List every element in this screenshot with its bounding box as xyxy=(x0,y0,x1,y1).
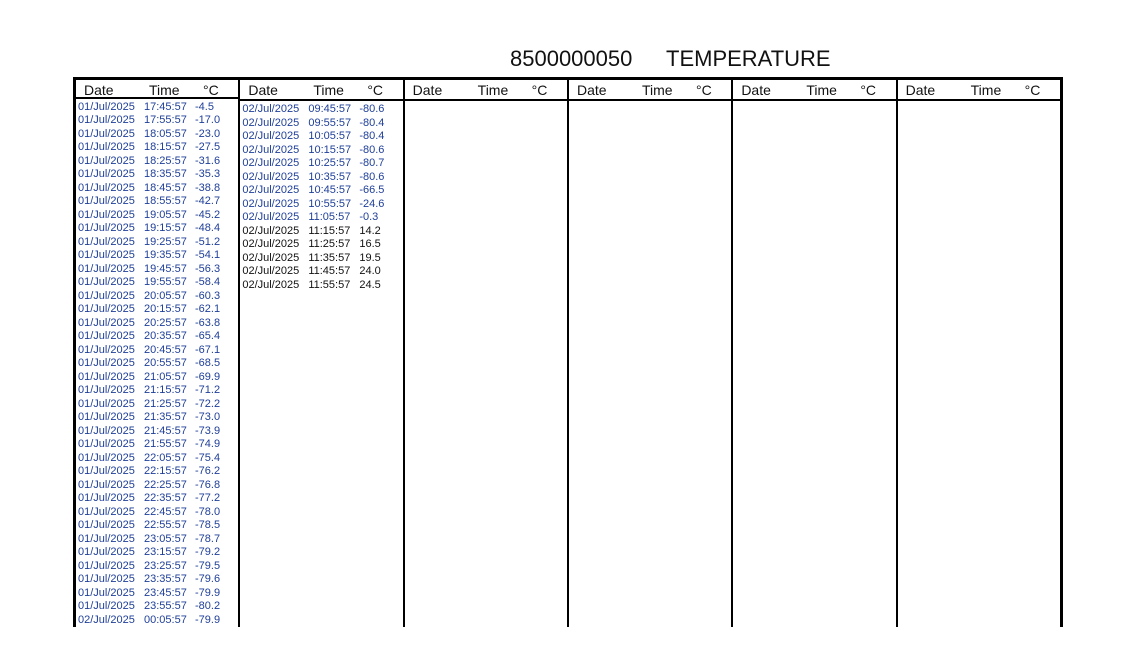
cell-temperature: -80.4 xyxy=(359,130,385,142)
cell-temperature: -60.3 xyxy=(195,289,221,302)
table-row xyxy=(76,263,238,277)
header-date: Date xyxy=(248,82,278,98)
cell-temperature: 24.0 xyxy=(359,265,381,277)
cell-time: 19:25:57 xyxy=(144,235,187,248)
cell-date: 01/Jul/2025 xyxy=(78,262,135,275)
table-column-3 xyxy=(405,80,569,627)
cell-time: 09:45:57 xyxy=(308,103,352,115)
cell-temperature: -62.1 xyxy=(195,303,221,315)
temperature-table xyxy=(73,77,1063,627)
cell-date: 02/Jul/2025 xyxy=(242,265,300,277)
cell-date: 01/Jul/2025 xyxy=(78,289,135,302)
cell-date: 02/Jul/2025 xyxy=(242,211,300,223)
cell-temperature: -80.6 xyxy=(359,143,385,156)
cell-date: 01/Jul/2025 xyxy=(78,505,135,518)
cell-time: 23:55:57 xyxy=(144,600,187,612)
cell-temperature: -75.4 xyxy=(195,451,221,464)
cell-date: 01/Jul/2025 xyxy=(78,141,135,153)
header-date: Date xyxy=(576,82,607,98)
cell-date: 01/Jul/2025 xyxy=(78,343,135,356)
table-row xyxy=(240,265,402,279)
table-row xyxy=(240,117,402,131)
table-row xyxy=(240,225,402,239)
cell-temperature: -79.9 xyxy=(195,613,221,626)
table-row xyxy=(76,546,238,560)
table-row xyxy=(76,384,238,398)
cell-time: 17:45:57 xyxy=(144,100,187,113)
header-date: Date xyxy=(741,82,771,98)
table-row xyxy=(240,130,402,144)
cell-temperature: -74.9 xyxy=(195,438,221,450)
table-column-6 xyxy=(898,80,1060,627)
cell-temperature: -78.7 xyxy=(195,532,221,545)
header-date: Date xyxy=(905,82,936,98)
cell-date: 01/Jul/2025 xyxy=(78,316,135,329)
table-row xyxy=(76,317,238,331)
cell-time: 20:45:57 xyxy=(144,343,187,356)
table-row xyxy=(240,103,402,117)
table-row xyxy=(76,357,238,371)
cell-time: 22:05:57 xyxy=(144,451,187,464)
header-unit: °C xyxy=(1024,82,1041,98)
cell-date: 02/Jul/2025 xyxy=(242,103,300,115)
cell-temperature: -79.6 xyxy=(195,573,221,585)
cell-temperature: -42.7 xyxy=(195,195,221,207)
cell-date: 01/Jul/2025 xyxy=(78,195,135,207)
header-unit: °C xyxy=(860,82,877,98)
cell-temperature: -73.0 xyxy=(195,411,221,423)
logger-serial: 8500000050 xyxy=(510,46,633,71)
cell-temperature: -80.4 xyxy=(359,116,385,129)
cell-temperature: -63.8 xyxy=(195,316,221,329)
cell-time: 10:45:57 xyxy=(308,184,352,196)
cell-date: 01/Jul/2025 xyxy=(78,559,135,572)
table-row xyxy=(76,209,238,223)
column-rows xyxy=(76,99,238,628)
cell-temperature: -78.5 xyxy=(195,519,221,531)
cell-temperature: -27.5 xyxy=(195,141,221,153)
header-unit: °C xyxy=(531,82,548,98)
cell-temperature: -79.2 xyxy=(195,546,221,558)
cell-time: 22:25:57 xyxy=(144,478,187,491)
cell-time: 21:55:57 xyxy=(144,438,187,450)
cell-date: 01/Jul/2025 xyxy=(78,546,135,558)
cell-time: 23:15:57 xyxy=(144,546,187,558)
cell-time: 10:35:57 xyxy=(308,170,352,183)
cell-date: 01/Jul/2025 xyxy=(78,114,135,126)
cell-temperature: -68.5 xyxy=(195,357,221,369)
cell-date: 01/Jul/2025 xyxy=(78,411,135,423)
table-column-4 xyxy=(569,80,733,627)
table-row xyxy=(240,279,402,293)
table-row xyxy=(240,157,402,171)
column-rows xyxy=(569,101,731,103)
table-column-5 xyxy=(733,80,897,627)
table-row xyxy=(76,195,238,209)
cell-temperature: -56.3 xyxy=(195,262,221,275)
cell-temperature: -78.0 xyxy=(195,505,221,518)
header-date: Date xyxy=(412,82,443,98)
table-row xyxy=(76,155,238,169)
table-row xyxy=(76,128,238,142)
cell-date: 01/Jul/2025 xyxy=(78,100,135,113)
cell-time: 23:45:57 xyxy=(144,586,187,599)
cell-date: 02/Jul/2025 xyxy=(242,278,300,291)
table-row xyxy=(76,101,238,115)
cell-time: 19:55:57 xyxy=(144,276,187,288)
cell-time: 23:05:57 xyxy=(144,532,187,545)
table-row xyxy=(76,560,238,574)
cell-date: 02/Jul/2025 xyxy=(242,184,300,196)
table-row xyxy=(76,533,238,547)
column-rows xyxy=(405,101,567,103)
header-time: Time xyxy=(806,82,837,98)
cell-temperature: -23.0 xyxy=(195,127,221,140)
table-row xyxy=(240,252,402,266)
table-row xyxy=(76,182,238,196)
cell-time: 11:05:57 xyxy=(308,211,351,223)
header-time: Time xyxy=(970,82,1002,98)
table-row xyxy=(76,114,238,128)
cell-temperature: -31.6 xyxy=(195,154,221,167)
table-row xyxy=(76,573,238,587)
header-unit: °C xyxy=(695,82,712,98)
cell-date: 01/Jul/2025 xyxy=(78,465,135,477)
cell-temperature: -79.9 xyxy=(195,586,221,599)
cell-temperature: -65.4 xyxy=(195,330,221,342)
table-column-2 xyxy=(240,80,404,627)
cell-temperature: -79.5 xyxy=(195,559,221,572)
cell-date: 01/Jul/2025 xyxy=(78,330,135,342)
cell-date: 01/Jul/2025 xyxy=(78,208,135,221)
cell-temperature: -76.2 xyxy=(195,465,221,477)
cell-date: 02/Jul/2025 xyxy=(242,224,300,237)
column-header xyxy=(76,80,238,99)
cell-temperature: -77.2 xyxy=(195,492,221,504)
header-time: Time xyxy=(477,82,509,98)
cell-temperature: -69.9 xyxy=(195,370,221,383)
cell-time: 20:25:57 xyxy=(144,316,187,329)
cell-time: 21:35:57 xyxy=(144,411,187,423)
cell-date: 02/Jul/2025 xyxy=(242,143,300,156)
cell-temperature: -51.2 xyxy=(195,235,221,248)
cell-temperature: -80.7 xyxy=(359,157,385,169)
cell-date: 01/Jul/2025 xyxy=(78,249,135,261)
column-rows xyxy=(733,101,895,103)
table-row xyxy=(76,236,238,250)
cell-date: 01/Jul/2025 xyxy=(78,438,135,450)
cell-time: 18:45:57 xyxy=(144,181,187,194)
cell-date: 02/Jul/2025 xyxy=(242,116,300,129)
column-header xyxy=(898,80,1060,101)
column-header xyxy=(569,80,731,101)
cell-date: 02/Jul/2025 xyxy=(78,613,135,626)
cell-time: 20:35:57 xyxy=(144,330,187,342)
cell-time: 11:25:57 xyxy=(308,238,351,250)
cell-time: 10:15:57 xyxy=(308,143,352,156)
table-row xyxy=(76,141,238,155)
table-row xyxy=(76,519,238,533)
cell-time: 22:45:57 xyxy=(144,505,187,518)
table-row xyxy=(76,465,238,479)
cell-temperature: -80.6 xyxy=(359,103,385,115)
cell-temperature: -17.0 xyxy=(195,114,221,126)
cell-time: 18:35:57 xyxy=(144,168,187,180)
cell-date: 01/Jul/2025 xyxy=(78,181,135,194)
cell-time: 19:15:57 xyxy=(144,222,187,234)
column-header xyxy=(733,80,895,101)
cell-time: 17:55:57 xyxy=(144,114,187,126)
cell-date: 01/Jul/2025 xyxy=(78,154,135,167)
table-row xyxy=(76,398,238,412)
cell-date: 02/Jul/2025 xyxy=(242,238,300,250)
header-unit: °C xyxy=(367,82,384,98)
table-row xyxy=(76,168,238,182)
cell-time: 18:05:57 xyxy=(144,127,187,140)
cell-time: 21:25:57 xyxy=(144,397,187,410)
table-row xyxy=(76,438,238,452)
cell-date: 01/Jul/2025 xyxy=(78,424,135,437)
header-date: Date xyxy=(84,82,114,98)
cell-date: 02/Jul/2025 xyxy=(242,157,300,169)
column-header xyxy=(240,80,402,101)
table-row xyxy=(76,290,238,304)
cell-temperature: -73.9 xyxy=(195,424,221,437)
cell-time: 23:25:57 xyxy=(144,559,187,572)
cell-date: 02/Jul/2025 xyxy=(242,251,300,264)
cell-time: 21:15:57 xyxy=(144,384,187,396)
cell-time: 19:35:57 xyxy=(144,249,187,261)
table-column-1 xyxy=(76,80,240,627)
table-row xyxy=(76,344,238,358)
table-row xyxy=(76,222,238,236)
cell-temperature: -0.3 xyxy=(359,211,379,223)
cell-time: 18:55:57 xyxy=(144,195,187,207)
cell-date: 01/Jul/2025 xyxy=(78,303,135,315)
cell-time: 22:55:57 xyxy=(144,519,187,531)
cell-time: 11:55:57 xyxy=(308,278,351,291)
cell-time: 10:55:57 xyxy=(308,197,352,210)
cell-temperature: -38.8 xyxy=(195,181,221,194)
cell-date: 02/Jul/2025 xyxy=(242,197,300,210)
table-row xyxy=(240,211,402,225)
cell-time: 22:15:57 xyxy=(144,465,187,477)
cell-time: 20:15:57 xyxy=(144,303,187,315)
cell-temperature: -35.3 xyxy=(195,168,221,180)
cell-date: 01/Jul/2025 xyxy=(78,127,135,140)
cell-time: 20:55:57 xyxy=(144,357,187,369)
table-row xyxy=(76,600,238,614)
cell-date: 01/Jul/2025 xyxy=(78,573,135,585)
cell-date: 01/Jul/2025 xyxy=(78,397,135,410)
cell-temperature: -72.2 xyxy=(195,397,221,410)
table-row xyxy=(76,425,238,439)
cell-temperature: -58.4 xyxy=(195,276,221,288)
cell-date: 01/Jul/2025 xyxy=(78,370,135,383)
cell-date: 01/Jul/2025 xyxy=(78,519,135,531)
cell-time: 11:45:57 xyxy=(308,265,351,277)
cell-temperature: -48.4 xyxy=(195,222,221,234)
cell-date: 02/Jul/2025 xyxy=(242,130,300,142)
header-time: Time xyxy=(149,82,180,98)
cell-temperature: -24.6 xyxy=(359,197,385,210)
table-row xyxy=(76,276,238,290)
cell-date: 01/Jul/2025 xyxy=(78,384,135,396)
cell-date: 01/Jul/2025 xyxy=(78,168,135,180)
table-row xyxy=(76,411,238,425)
cell-temperature: 14.2 xyxy=(359,224,381,237)
table-row xyxy=(240,238,402,252)
cell-date: 01/Jul/2025 xyxy=(78,600,135,612)
cell-temperature: -76.8 xyxy=(195,478,221,491)
cell-date: 01/Jul/2025 xyxy=(78,222,135,234)
cell-temperature: -71.2 xyxy=(195,384,221,396)
cell-time: 19:45:57 xyxy=(144,262,187,275)
cell-temperature: -66.5 xyxy=(359,184,385,196)
header-unit: °C xyxy=(203,82,219,98)
column-rows xyxy=(898,101,1060,103)
cell-time: 21:45:57 xyxy=(144,424,187,437)
table-row xyxy=(76,506,238,520)
column-header xyxy=(405,80,567,101)
cell-date: 01/Jul/2025 xyxy=(78,451,135,464)
table-row xyxy=(240,144,402,158)
cell-date: 01/Jul/2025 xyxy=(78,478,135,491)
cell-date: 01/Jul/2025 xyxy=(78,235,135,248)
table-row xyxy=(240,171,402,185)
table-row xyxy=(240,184,402,198)
cell-time: 19:05:57 xyxy=(144,208,187,221)
table-row xyxy=(76,249,238,263)
column-rows xyxy=(240,101,402,292)
cell-date: 01/Jul/2025 xyxy=(78,586,135,599)
cell-date: 02/Jul/2025 xyxy=(242,170,300,183)
cell-temperature: 24.5 xyxy=(359,278,381,291)
table-row xyxy=(76,479,238,493)
table-row xyxy=(76,614,238,628)
cell-temperature: -45.2 xyxy=(195,208,221,221)
cell-date: 01/Jul/2025 xyxy=(78,532,135,545)
table-row xyxy=(76,587,238,601)
cell-temperature: -80.6 xyxy=(359,170,385,183)
table-row xyxy=(76,492,238,506)
cell-time: 00:05:57 xyxy=(144,613,187,626)
table-row xyxy=(76,371,238,385)
cell-temperature: 16.5 xyxy=(359,238,381,250)
report-type: TEMPERATURE xyxy=(666,46,831,71)
cell-time: 18:25:57 xyxy=(144,154,187,167)
cell-time: 10:25:57 xyxy=(308,157,352,169)
cell-time: 10:05:57 xyxy=(308,130,352,142)
cell-time: 23:35:57 xyxy=(144,573,187,585)
cell-time: 09:55:57 xyxy=(308,116,352,129)
table-row xyxy=(76,452,238,466)
cell-date: 01/Jul/2025 xyxy=(78,492,135,504)
cell-time: 22:35:57 xyxy=(144,492,187,504)
table-row xyxy=(76,303,238,317)
cell-date: 01/Jul/2025 xyxy=(78,357,135,369)
header-time: Time xyxy=(313,82,344,98)
cell-time: 18:15:57 xyxy=(144,141,187,153)
cell-temperature: -67.1 xyxy=(195,343,221,356)
cell-time: 11:15:57 xyxy=(308,224,351,237)
table-row xyxy=(76,330,238,344)
header-time: Time xyxy=(641,82,673,98)
cell-temperature: -80.2 xyxy=(195,600,221,612)
cell-temperature: 19.5 xyxy=(359,251,381,264)
table-row xyxy=(240,198,402,212)
cell-temperature: -4.5 xyxy=(195,100,214,113)
cell-date: 01/Jul/2025 xyxy=(78,276,135,288)
cell-temperature: -54.1 xyxy=(195,249,221,261)
cell-time: 11:35:57 xyxy=(308,251,351,264)
cell-time: 20:05:57 xyxy=(144,289,187,302)
cell-time: 21:05:57 xyxy=(144,370,187,383)
